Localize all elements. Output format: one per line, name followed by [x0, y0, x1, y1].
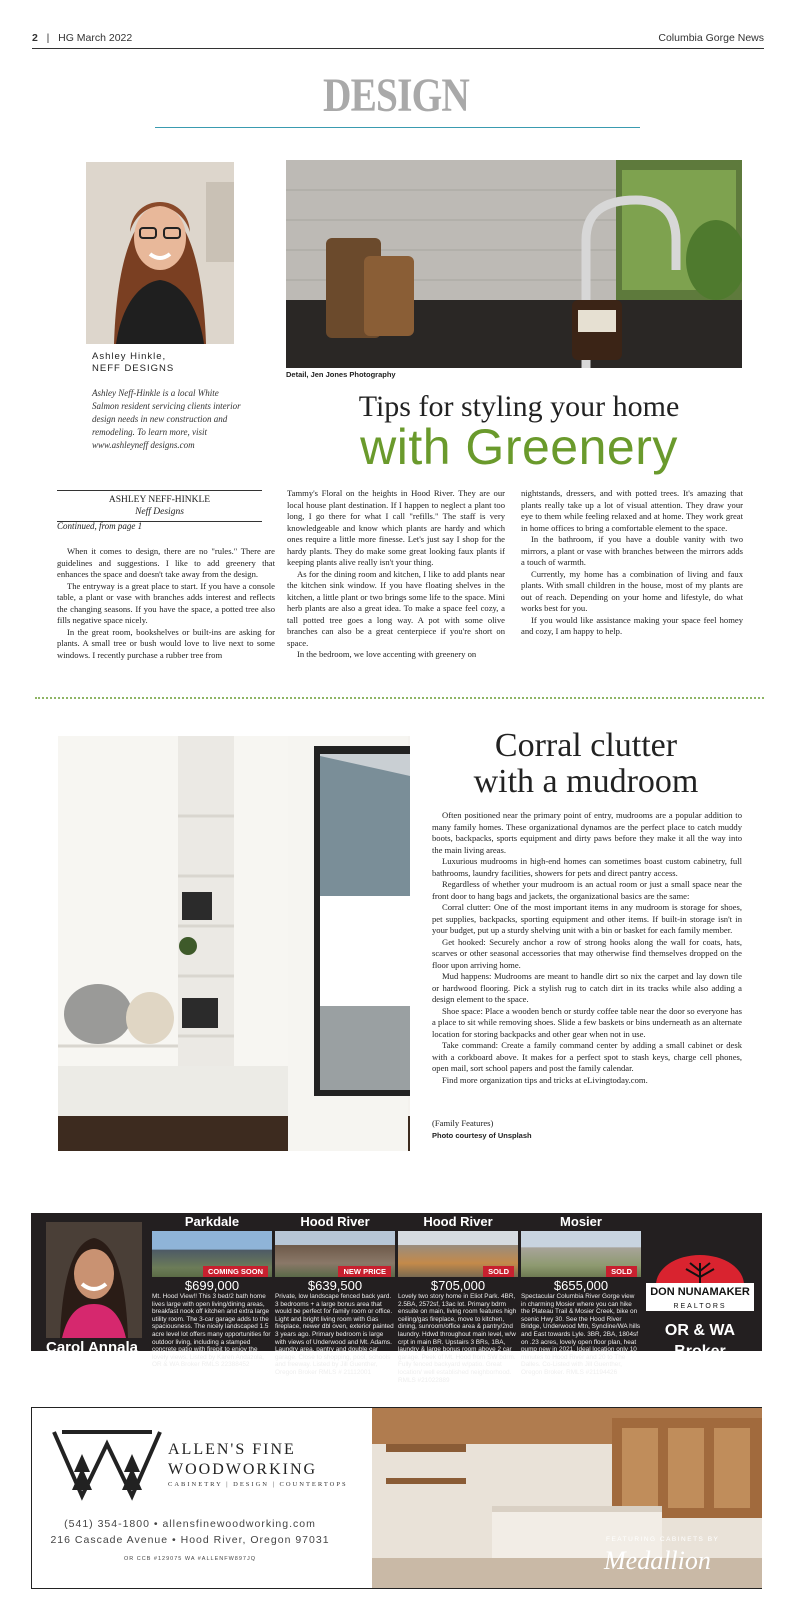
article-column-3 — [521, 488, 743, 638]
header-separator: | — [46, 32, 50, 44]
paragraph: Currently, my home has a combination of living and faux plants. With small children in the house, most of my plants are out of reach. Depending on your home and lifestyle, do what works best for you. — [521, 568, 743, 613]
paragraph: In the great room, bookshelves or built-ins are asking for plants. A small tree or bush would love to live next to some windows. I recently purchase a rubber tree from — [57, 626, 275, 660]
paragraph: Luxurious mudrooms in high-end homes can sometimes boast custom cabinetry, full bathrooms, laundry facilities, showers for pets and direct pantry access. — [432, 856, 742, 878]
paragraph: Find more organization tips and tricks at eLivingtoday.com. — [442, 1074, 648, 1085]
listing-description: Lovely two story home in Eliot Park. 4BR, 2.5BA, 2572sf, 13ac lot. Primary bdrm ensuite on main, living room features high ceiling/gas fireplace, move to kitchen, dining, sunroom/office area & pantry/2nd laundry. Hdwd throughout main level, w/w crpt in main BR. Upstairs 3 BRs, 1BA, laundry & large bonus room above 2 car garage. Peek of Mt. Hood from SW bdrm. Fully fenced backyard w/patio. Great location/ well established neighborhood. RMLS #21022889 — [398, 1293, 517, 1384]
listing-card[interactable] — [398, 1213, 518, 1384]
author-name: Ashley Hinkle, NEFF DESIGNS — [92, 351, 175, 374]
featuring-label: FEATURING CABINETS BY — [606, 1536, 720, 1543]
listing-price: $699,000 — [184, 1278, 240, 1293]
realtor-name: Carol Annala — [46, 1339, 138, 1356]
author-photo — [86, 162, 234, 344]
listing-photo — [521, 1231, 641, 1277]
mudroom-headline: Corral clutter with a mudroom — [473, 727, 699, 800]
header-rule — [32, 48, 764, 49]
woodworking-name: ALLEN'S FINE WOODWORKING — [168, 1441, 318, 1478]
paragraph: When it comes to design, there are no "rules." There are guidelines and suggestions. I like to add greenery that enhances the space and doesn't take away from the design. — [57, 546, 275, 579]
paragraph: As for the dining room and kitchen, I like to add plants near the kitchen sink window. If you have floating shelves in the kitchen, a little plant or two brings some life to the space. Mini herb plants are also a great idea. To make a space feel cozy, a tall potted tree goes a long way. A pot with some olive branches can also be a great centerpiece if you're short on space. — [287, 568, 505, 648]
broker-region: OR & WA Broker — [664, 1322, 736, 1360]
paragraph: Shoe space: Place a wooden bench or sturdy coffee table near the door so everyone has a place to sit while removing shoes. Slide a few baskets or bins underneath as an alternate location for storing backpacks and other gear when not in use. — [432, 1005, 742, 1039]
mudroom-article-body — [432, 810, 742, 1086]
article-column-2 — [287, 488, 505, 661]
issue-label: HG March 2022 — [58, 32, 133, 44]
woodworking-tagline: CABINETRY | DESIGN | COUNTERTOPS — [168, 1481, 348, 1488]
listing-town: Hood River — [423, 1214, 493, 1229]
listing-card[interactable] — [521, 1213, 641, 1377]
mudroom-photo — [58, 736, 410, 1151]
listing-photo — [398, 1231, 518, 1277]
paragraph: If you would like assistance making your space feel homey and cozy, I am happy to help. — [521, 614, 743, 636]
woodworking-license: OR CCB #129075 WA #ALLENFW897JQ — [124, 1556, 256, 1562]
continued-note: Continued, from page 1 — [57, 521, 143, 531]
listing-description: Spectacular Columbia River Gorge view in charming Mosier where you can hike the Plateau Trail & Mosier Creek, bike on scenic Hwy 30. See the Hood River Bridge, Underwood Mtn, Syncline/WA hills and East towards Lyle. 3BR, 2BA, 1804sf on .23 acres, lovely open floor plan, heat pump new in 2021. Ideal location only 10 minutes to Hood River and 20 to The Dalles. Co-Listed with Jill Guenther, Oregon Broker. RMLS #21194426 — [521, 1293, 641, 1376]
listing-badge: SOLD — [483, 1266, 514, 1277]
listing-badge: SOLD — [606, 1266, 637, 1277]
realtor-email[interactable]: Carol@DonNunamaker.com — [46, 1373, 146, 1382]
article-source: (Family Features) — [432, 1118, 494, 1128]
publication-name: Columbia Gorge News — [658, 32, 764, 44]
listing-badge: COMING SOON — [203, 1266, 268, 1277]
listing-description: Private, low landscape fenced back yard. 3 bedrooms + a large bonus area that would be perfect for family room or office. Light and bright living room with Gas fireplace, newer dbl oven, exterior painted 3 years ago. Primary bedroom is large with views of Underwood and Mt. Adams. Laundry area, pantry and double car garage. Close to shopping, pool, schools and freeway. Listed by Jill Guenther, Oregon Broker RMLS # 21112001 — [275, 1293, 394, 1376]
paragraph: The entryway is a great place to start. If you have a console table, a plant or vase with branches adds interest and reflects the changing seasons. If you have the space, a potted tree also fills negative space nicely. — [57, 580, 275, 625]
author-bio: Ashley Neff-Hinkle is a local White Salmon resident servicing clients interior design needs in new construction and remodeling. To learn more, visit www.ashleyneff designs.com — [92, 388, 241, 450]
paragraph: Often positioned near the primary point of entry, mudrooms are a popular addition to many family homes. These organizational dynamos are the perfect place to catch muddy boots, backpacks, sports equipment and dirty paws before they make it all the way into the main living areas. — [432, 810, 742, 855]
listing-price: $705,000 — [430, 1278, 486, 1293]
broker-logo — [646, 1255, 754, 1311]
broker-name: DON NUNAMAKER — [650, 1286, 750, 1298]
paragraph: In the bathroom, if you have a double vanity with two mirrors, a plant or vase with branches between the mirrors adds a touch of warmth. — [521, 534, 743, 567]
woodworking-contact[interactable]: (541) 354-1800 • allensfinewoodworking.com 216 Cascade Avenue • Hood River, Oregon 97031 — [50, 1518, 330, 1546]
paragraph: Get hooked: Securely anchor a row of strong hooks along the wall for coats, hats, scarves or other seasonal accessories that may otherwise find themselves dropped on the floor upon arriving home. — [432, 936, 742, 970]
paragraph: Mud happens: Mudrooms are meant to handle dirt so nix the carpet and lay down tile or hardwood flooring. Pick a stylish rug to catch dirt in its tracks while also adding a design element to the space. — [432, 971, 742, 1004]
listing-town: Mosier — [560, 1214, 602, 1229]
paragraph: Regardless of whether your mudroom is an actual room or just a small space near the front door to hang bags and jackets, the organizational basics are the same: — [432, 879, 742, 901]
section-title: DESIGN — [322, 69, 470, 122]
byline-company: Neff Designs — [135, 507, 184, 517]
article-headline-line1: Tips for styling your home — [358, 390, 680, 423]
page-number: 2 — [32, 32, 38, 44]
paragraph: nightstands, dressers, and with potted trees. It's amazing that plants really take up a lot of visual attention. They draw your eye to them while feeling relaxed and at home. They work great in home offices to bring a comfortable element to the space. — [521, 488, 743, 533]
page-header-left — [32, 32, 132, 44]
byline-author: ASHLEY NEFF-HINKLE — [108, 495, 211, 505]
listing-town: Parkdale — [184, 1214, 240, 1229]
medallion-brand: Medallion — [604, 1546, 711, 1575]
listing-photo — [275, 1231, 395, 1277]
listing-price: $639,500 — [307, 1278, 363, 1293]
section-divider — [35, 697, 764, 699]
article-headline-line2: with Greenery — [360, 419, 678, 475]
photo-caption: Detail, Jen Jones Photography — [286, 370, 396, 379]
realtor-photo — [46, 1222, 142, 1338]
listing-price: $655,000 — [553, 1278, 609, 1293]
listing-town: Hood River — [300, 1214, 370, 1229]
byline — [57, 490, 262, 522]
photo-credit: Photo courtesy of Unsplash — [432, 1131, 532, 1140]
article-column-1 — [57, 546, 275, 661]
woodworking-logo — [52, 1424, 162, 1509]
section-title-rule — [155, 127, 640, 128]
paragraph: Tammy's Floral on the heights in Hood River. They are our local house plant destination. If I happen to neglect a plant too long, I go there for what I call "refills." The staff is very knowledgeable and know which plants are hardy and which ones require a little more finesse. Let's just say I shop for the hardy plants. They do make some great looking faux plants if keeping plants alive really isn't your thing. — [287, 488, 505, 567]
realtor-phone[interactable]: 541.490.5099 — [46, 1356, 132, 1372]
listing-badge: NEW PRICE — [338, 1266, 391, 1277]
listing-card[interactable] — [275, 1213, 395, 1377]
paragraph: Corral clutter: One of the most important items in any mudroom is storage for shoes, pet supplies, backpacks, sporting equipment and other items. If built-in storage isn't in your budget, put up a sturdy shelving unit with a bin or basket for each family member. — [432, 902, 742, 935]
broker-subtitle: REALTORS — [673, 1303, 727, 1310]
listing-description: Mt. Hood View!! This 3 bed/2 bath home lives large with open living/dining areas, breakfast nook off kitchen and extra large utility room. The 3-car garage adds to the spaciousness. The nicely landscaped 1.5 acre level lot offers many opportunities for outdoor living, including a stamped concrete patio with firepit to enjoy the lovely views. Listed by Karen Andazola, OR & WA Broker RMLS 22388452 — [152, 1293, 271, 1369]
listing-photo — [152, 1231, 272, 1277]
paragraph: In the bedroom, we love accenting with greenery on — [297, 649, 477, 659]
listing-card[interactable] — [152, 1213, 272, 1369]
kitchen-detail-photo — [286, 160, 742, 368]
paragraph: Take command: Create a family command center by adding a small cabinet or desk with a corkboard above. It makes for a perfect spot to stash keys, charge cell phones, open mail, sort school papers and post the family calendar. — [432, 1040, 742, 1073]
